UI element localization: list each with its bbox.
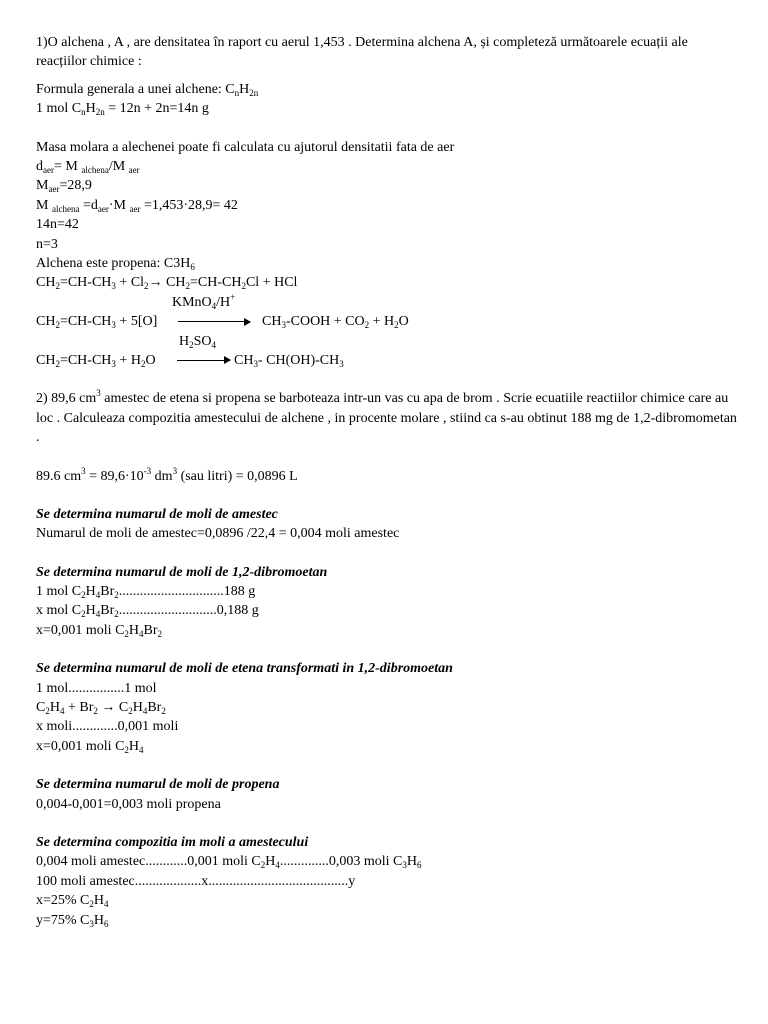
section-heading: Se determina compozitia im moli a amestecului: [36, 834, 309, 850]
propene-moles: 0,004-0,001=0,003 moli propena: [36, 796, 221, 812]
alkene-molar-mass-calc: M $_{alchena} =d_{aer}\cdot M$ $_{aer}$ =1,453·28,9= 42: [36, 197, 238, 214]
alkene-general-formula: Formula generala a unei alchene: $C_nH_{2n}$: [36, 81, 259, 98]
air-molar-mass: $M_{aer}=28,9$: [36, 178, 92, 195]
dibromo-line-2: x mol $C_2H_4Br_2............................0,188$ g: [36, 603, 259, 620]
problem-2-statement: 2) 89,6 $cm^3$ amestec de etena si propena se barboteaza intr-un vas cu apa de brom . Scrie ecuatiile reactiilor chimice care au loc . Calculeaza compozitia amestecului de alchene , in procente molare , stiind ca s-au obtinut 188 mg de 1,2-dibromometan .: [36, 388, 737, 446]
reaction-oxidation: $CH_2=CH-CH_3 + 5[O]$ $CH_3$-COOH + $CO_2 + H_2O$: [36, 314, 409, 331]
section-heading: Se determina numarul de moli de amestec: [36, 506, 278, 522]
equation-n: n=3: [36, 236, 58, 252]
section-heading: Se determina numarul de moli de propena: [36, 777, 280, 793]
problem-1-statement: 1)O alchena , A , are densitatea în raport cu aerul 1,453 . Determina alchena A, și completeză următoarele ecuații ale reacțiilor chimice :: [36, 35, 688, 70]
reaction-oxidation-condition: KMnO$_4$/H+: [172, 291, 236, 311]
volume-conversion: 89.6 $cm^3 = 89,6\cdot 10^{-3}$ $dm^3$ (sau litri) = 0,0896 L: [36, 465, 298, 484]
ethene-reaction: $C_2H_4 + Br_2 \to C_2H_4Br_2$: [36, 700, 166, 717]
molar-mass-intro: Masa molara a alechenei poate fi calculata cu ajutorul densitatii fata de aer: [36, 139, 455, 155]
composition-result-x: x=25% $C_2H_4$: [36, 893, 109, 910]
moles-mixture: Numarul de moli de amestec=0,0896 /22,4 = 0,004 moli amestec: [36, 526, 400, 542]
composition-line-2: 100 moli amestec...................x........................................y: [36, 873, 356, 889]
ethene-line-3: x moli.............0,001 moli: [36, 719, 179, 735]
reaction-arrow: [177, 360, 230, 361]
density-formula: $d_{aer}= M$ $_{alchena}$/M $_{aer}$: [36, 158, 140, 175]
document-page: [36, 33, 741, 930]
reaction-hydration: $CH_2=CH-CH_3 + H_2O$ $CH_3-$ $CH(OH)-CH_3$: [36, 352, 344, 369]
section-heading: Se determina numarul de moli de etena transformati in 1,2-dibromoetan: [36, 661, 453, 677]
reaction-chlorination: $CH_2=CH-CH_3 + Cl_2\to CH_2=CH-CH_2Cl$ + HCl: [36, 275, 298, 292]
ethene-line-4: x=0,001 moli $C_2H_4$: [36, 738, 144, 755]
reaction-arrow: [178, 321, 250, 322]
equation-14n: 14n=42: [36, 217, 79, 233]
molar-mass-expression: 1 mol $C_nH_{2n} = 12n + 2n=14n$ g: [36, 101, 209, 118]
composition-result-y: y=75% $C_3H_6$: [36, 912, 109, 929]
alkene-conclusion: Alchena este propena: $C3H_6$: [36, 255, 195, 272]
reaction-hydration-condition: $H_2SO_4$: [179, 333, 217, 350]
ethene-line-1: 1 mol................1 mol: [36, 680, 157, 696]
dibromo-line-1: 1 mol $C_2H_4Br_2..............................188$ g: [36, 584, 256, 601]
composition-line-1: 0,004 moli amestec............0,001 moli $C_2H_4..............0,003$ moli $C_3H_6$: [36, 854, 422, 871]
section-heading: Se determina numarul de moli de 1,2-dibromoetan: [36, 564, 328, 580]
dibromo-line-3: x=0,001 moli $C_2H_4Br_2$: [36, 622, 163, 639]
